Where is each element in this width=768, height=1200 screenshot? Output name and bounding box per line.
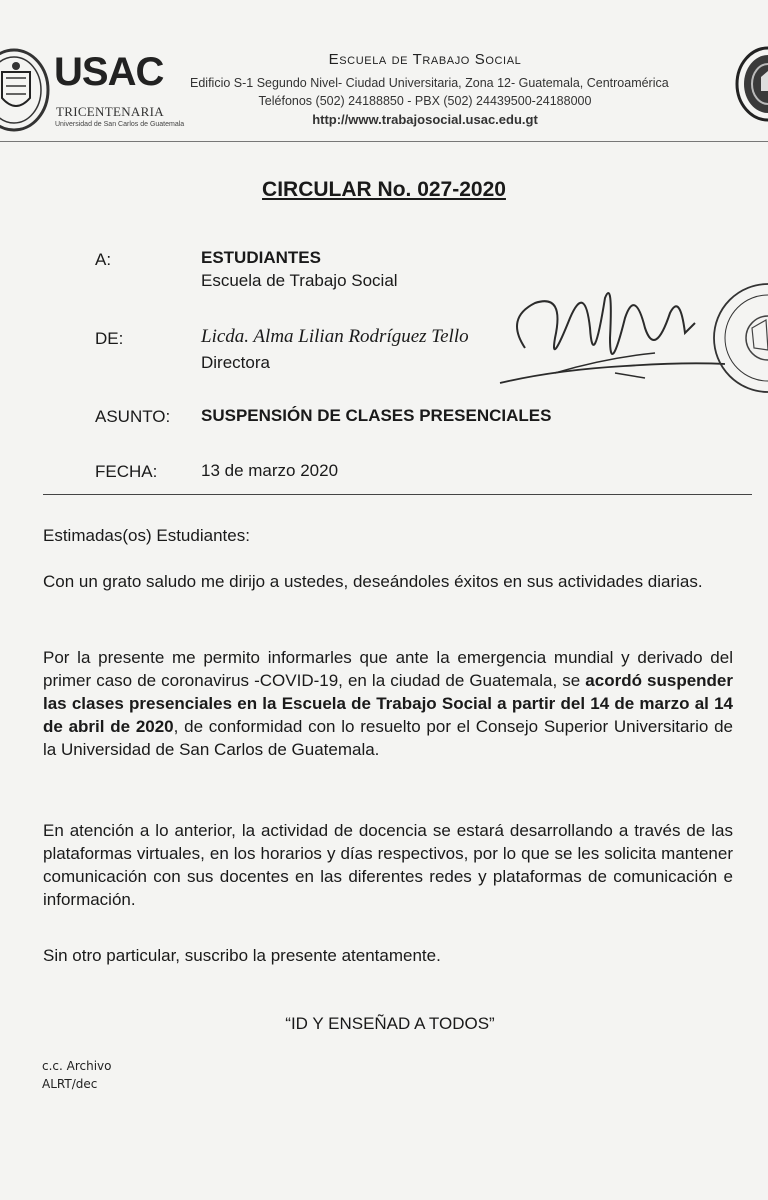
paragraph-virtual-classes: En atención a lo anterior, la actividad de docencia se estará desarrollando a través de las plataformas virtuales, en los horarios y días respectivos, por lo que se les solicita mantener comunicación con sus docentes en las diferentes redes y plataformas de comunicación e información.	[43, 821, 733, 909]
signature	[495, 278, 725, 398]
header-divider	[0, 141, 768, 142]
date-value: 13 de marzo 2020	[201, 461, 339, 480]
reference-initials: ALRT/dec	[42, 1077, 98, 1091]
paragraph-intro: Con un grato saludo me dirijo a ustedes, deseándoles éxitos en sus actividades diarias.	[43, 572, 703, 591]
from-label: DE:	[95, 329, 124, 348]
closing: Sin otro particular, suscribo la presente atentamente.	[43, 946, 441, 965]
announcement-text-bold: acordó suspender las clases presenciales en la Escuela de Trabajo Social a partir del 14 de marzo al 14 de abril de 2020	[43, 671, 734, 736]
school-address: Edificio S-1 Segundo Nivel- Ciudad Universitaria, Zona 12- Guatemala, Centroamérica	[190, 76, 669, 90]
to-subtitle: Escuela de Trabajo Social	[201, 271, 398, 290]
subject-value: SUSPENSIÓN DE CLASES PRESENCIALES	[201, 406, 552, 425]
school-phones: Teléfonos (502) 24188850 - PBX (502) 24439500-24188000	[258, 94, 592, 108]
school-name: Escuela de Trabajo Social	[328, 51, 522, 68]
from-name: Licda. Alma Lilian Rodríguez Tello	[201, 326, 469, 347]
to-value: ESTUDIANTES	[201, 248, 321, 267]
university-seal-icon	[0, 48, 50, 132]
school-emblem-icon	[735, 43, 768, 125]
to-label: A:	[95, 250, 112, 269]
official-stamp-icon	[700, 280, 768, 400]
logo-tagline: TRICENTENARIA	[56, 104, 164, 119]
announcement-text-a: Por la presente me permito informarles que ante la emergencia mundial y derivado del primer caso de coronavirus -COVID-19, en la ciudad de Guatemala, se	[43, 648, 733, 690]
paragraph-announcement	[43, 646, 733, 761]
memo-divider	[43, 494, 752, 495]
cc-archive: c.c. Archivo	[42, 1059, 112, 1073]
usac-logo: USAC	[54, 50, 164, 94]
school-website: http://www.trabajosocial.usac.edu.gt	[312, 112, 538, 127]
subject-label: ASUNTO:	[95, 407, 171, 426]
motto: “ID Y ENSEÑAD A TODOS”	[285, 1014, 495, 1033]
circular-title: CIRCULAR No. 027-2020	[262, 178, 506, 201]
greeting: Estimadas(os) Estudiantes:	[43, 526, 250, 545]
logo-university: Universidad de San Carlos de Guatemala	[55, 121, 185, 128]
from-title: Directora	[201, 353, 270, 372]
date-label: FECHA:	[95, 462, 158, 481]
announcement-text-b: , de conformidad con lo resuelto por el Consejo Superior Universitario de la Universidad de San Carlos de Guatemala.	[43, 717, 733, 759]
